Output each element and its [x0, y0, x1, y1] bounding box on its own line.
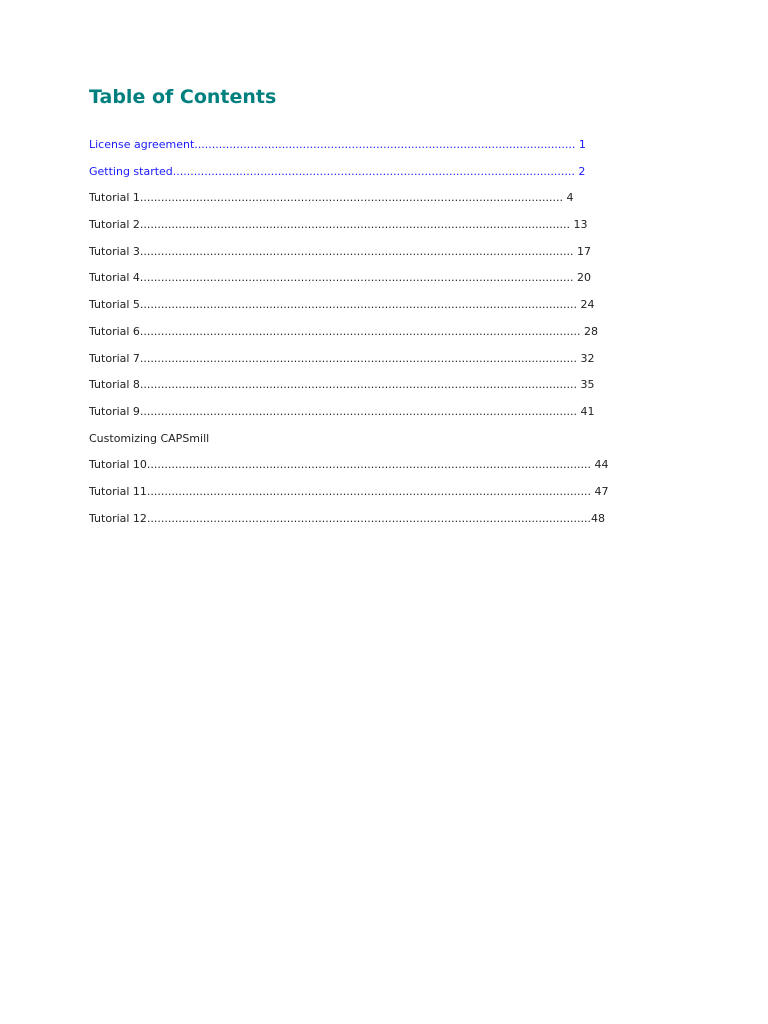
- toc-entry-text: Tutorial 9............................................................................................................................. 41: [89, 404, 595, 418]
- toc-entry-tutorial-6: [89, 322, 619, 349]
- toc-entry-text[interactable]: License agreement............................................................................................................. 1: [89, 138, 586, 151]
- toc-entry-tutorial-11: [89, 482, 619, 509]
- toc-entry-text: Tutorial 6.............................................................................................................................. 28: [89, 324, 598, 338]
- toc-entry-tutorial-4: [89, 268, 619, 295]
- toc-entry-text: Tutorial 7............................................................................................................................. 32: [89, 351, 595, 365]
- toc-entry-text: Tutorial 2........................................................................................................................... 13: [89, 218, 588, 232]
- toc-entry-tutorial-1: [89, 188, 619, 215]
- toc-entry-license-agreement[interactable]: [89, 135, 619, 162]
- toc-entry-tutorial-3: [89, 242, 619, 269]
- toc-entry-text: Tutorial 8............................................................................................................................. 35: [89, 378, 595, 392]
- toc-entry-text: Tutorial 11............................................................................................................................... 47: [89, 484, 609, 498]
- toc-entry-text: Tutorial 4............................................................................................................................ 20: [89, 271, 592, 285]
- toc-entry-tutorial-9: [89, 402, 619, 429]
- toc-entry-tutorial-5: [89, 295, 619, 322]
- toc-entry-text: Tutorial 12...............................................................................................................................48: [89, 511, 605, 525]
- page-title: Table of Contents: [89, 86, 277, 108]
- toc-entry-text: Tutorial 3............................................................................................................................ 17: [89, 244, 592, 258]
- toc-list: [89, 135, 619, 535]
- toc-entry-text: Tutorial 5............................................................................................................................. 24: [89, 298, 595, 312]
- toc-entry-getting-started[interactable]: [89, 162, 619, 189]
- toc-entry-tutorial-2: [89, 215, 619, 242]
- toc-entry-text: Tutorial 1......................................................................................................................... 4: [89, 191, 574, 205]
- toc-entry-tutorial-10: [89, 455, 619, 482]
- toc-entry-tutorial-7: [89, 349, 619, 376]
- toc-entry-text: Tutorial 10............................................................................................................................... 44: [89, 458, 609, 472]
- toc-section-heading: Customizing CAPSmill: [89, 431, 210, 445]
- toc-entry-tutorial-12: [89, 509, 619, 536]
- toc-entry-tutorial-8: [89, 375, 619, 402]
- toc-entry-text[interactable]: Getting started................................................................................................................... 2: [89, 164, 586, 178]
- toc-section-customizing: [89, 429, 619, 456]
